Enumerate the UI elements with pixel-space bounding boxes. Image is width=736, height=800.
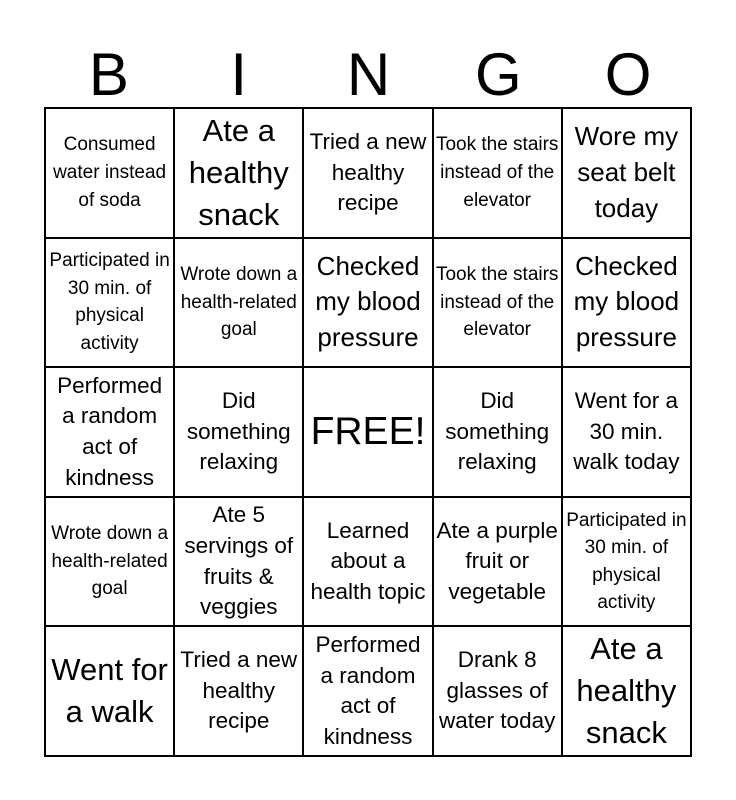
bingo-cell[interactable]: Tried a new healthy recipe [303,108,432,238]
bingo-cell[interactable]: Ate a healthy snack [562,626,691,756]
bingo-cell[interactable]: Performed a random act of kindness [45,367,174,497]
bingo-cell[interactable]: Took the stairs instead of the elevator [433,238,562,368]
bingo-cell[interactable]: Wore my seat belt today [562,108,691,238]
header-letter-b: B [88,41,129,108]
bingo-cell[interactable]: Checked my blood pressure [303,238,432,368]
bingo-cell[interactable]: Performed a random act of kindness [303,626,432,756]
bingo-cell[interactable]: Tried a new healthy recipe [174,626,303,756]
header-letter-o: O [604,41,652,108]
bingo-cell[interactable]: Took the stairs instead of the elevator [433,108,562,238]
bingo-cell[interactable]: Drank 8 glasses of water today [433,626,562,756]
bingo-cell[interactable]: Went for a walk [45,626,174,756]
bingo-cell[interactable]: Checked my blood pressure [562,238,691,368]
header-letter-n: N [346,41,391,108]
bingo-cell[interactable]: Ate 5 servings of fruits & veggies [174,497,303,627]
bingo-cell[interactable]: Participated in 30 min. of physical activity [562,497,691,627]
free-space-cell[interactable]: FREE! [303,367,432,497]
bingo-cell[interactable]: Went for a 30 min. walk today [562,367,691,497]
header-letter-i: I [230,41,248,108]
bingo-cell[interactable]: Consumed water instead of soda [45,108,174,238]
bingo-cell[interactable]: Ate a purple fruit or vegetable [433,497,562,627]
bingo-cell[interactable]: Participated in 30 min. of physical activity [45,238,174,368]
bingo-cell[interactable]: Ate a healthy snack [174,108,303,238]
header-letter-g: G [474,41,522,108]
bingo-cell[interactable]: Wrote down a health-related goal [174,238,303,368]
bingo-header [44,40,693,110]
bingo-cell[interactable]: Wrote down a health-related goal [45,497,174,627]
bingo-cell[interactable]: Did something relaxing [433,367,562,497]
bingo-grid [44,107,692,757]
bingo-cell[interactable]: Did something relaxing [174,367,303,497]
bingo-cell[interactable]: Learned about a health topic [303,497,432,627]
